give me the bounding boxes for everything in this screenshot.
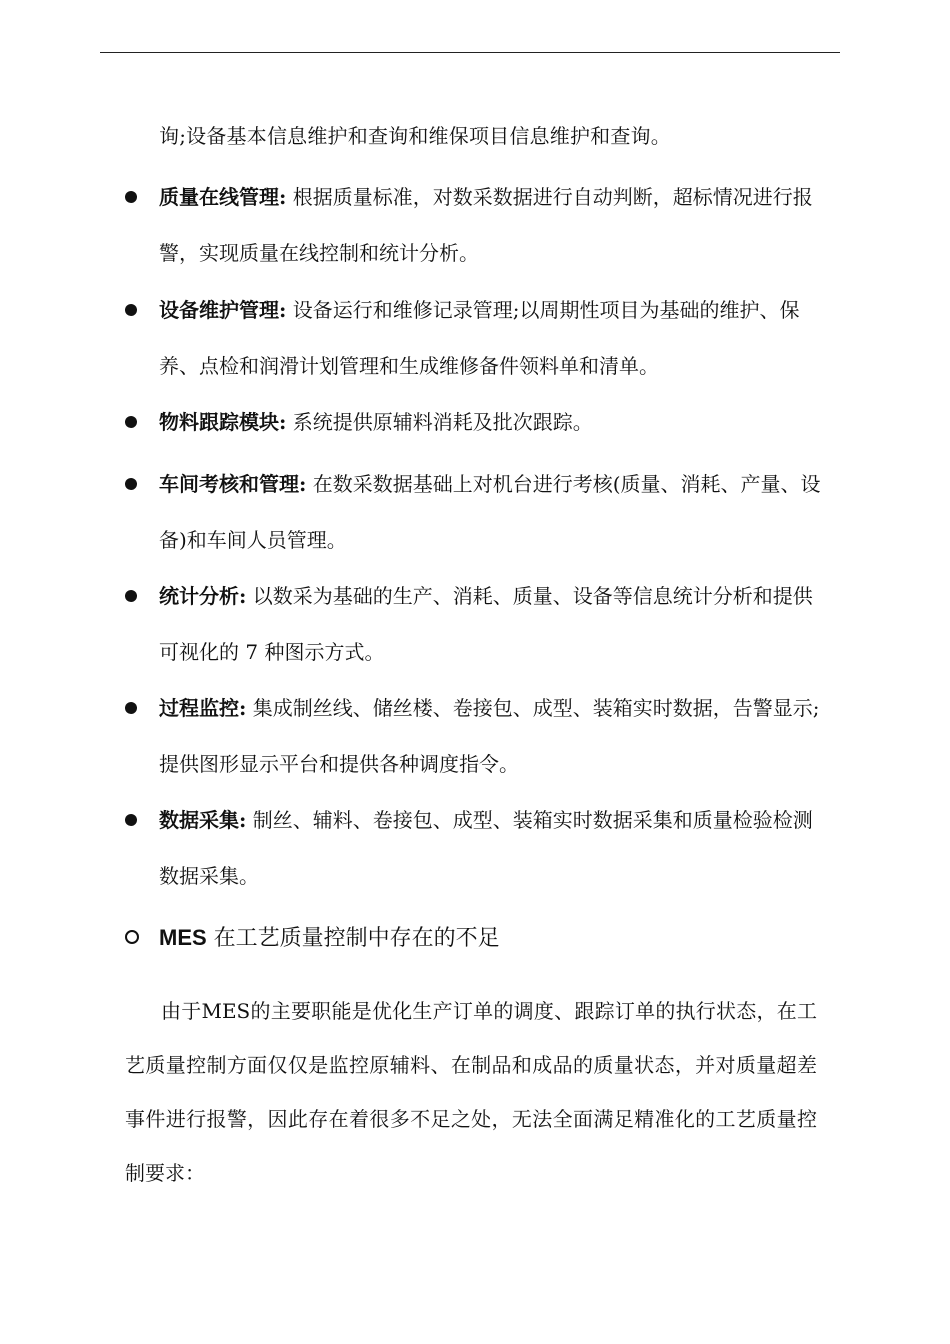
bullet-term: 过程监控 <box>159 696 239 720</box>
bullet-description: 根据质量标准，对数采数据进行自动判断，超标情况进行报警，实现质量在线控制和统计分析。 <box>159 185 813 265</box>
bullet-term-separator: : <box>239 808 247 832</box>
body-paragraph: 由于MES的主要职能是优化生产订单的调度、跟踪订单的执行状态，在工艺质量控制方面仅仅是监控原辅料、在制品和成品的质量状态，并对质量超差事件进行报警，因此存在着很多不足之处，无法全面满足精准化的工艺质量控制要求： <box>125 999 817 1185</box>
bullet-dot-icon <box>125 304 137 316</box>
bullet-description: 以数采为基础的生产、消耗、质量、设备等信息统计分析和提供可视化的 7 种图示方式。 <box>159 584 813 664</box>
bullet-description: 系统提供原辅料消耗及批次跟踪。 <box>286 410 593 434</box>
bullet-item-statistics <box>125 568 825 680</box>
section-heading <box>125 912 825 964</box>
bullet-description: 设备运行和维修记录管理;以周期性项目为基础的维护、保养、点检和润滑计划管理和生成维修备件领料单和清单。 <box>159 298 800 378</box>
bullet-term-separator: : <box>239 696 247 720</box>
heading-latin: MES <box>159 925 207 950</box>
section-heading-text <box>159 912 500 965</box>
bullet-dot-icon <box>125 191 137 203</box>
bullet-dot-icon <box>125 478 137 490</box>
bullet-text <box>159 792 825 904</box>
bullet-text <box>159 680 825 792</box>
bullet-item-material-tracking <box>125 394 825 450</box>
bullet-text <box>159 394 825 450</box>
bullet-text <box>159 282 825 394</box>
bullet-term-separator: : <box>239 584 247 608</box>
bullet-description: 在数采数据基础上对机台进行考核(质量、消耗、产量、设备)和车间人员管理。 <box>159 472 821 552</box>
bullet-item-data-collection <box>125 792 825 904</box>
bullet-dot-icon <box>125 590 137 602</box>
bullet-text <box>159 568 825 680</box>
bullet-term-separator: : <box>279 298 287 322</box>
bullet-term-separator: : <box>279 185 287 209</box>
hollow-circle-icon <box>125 930 139 944</box>
heading-chinese: 在工艺质量控制中存在的不足 <box>206 926 500 951</box>
continuation-line: 询;设备基本信息维护和查询和维保项目信息维护和查询。 <box>159 124 671 148</box>
bullet-term: 车间考核和管理 <box>159 472 299 496</box>
bullet-term-separator: : <box>279 410 287 434</box>
bullet-dot-icon <box>125 416 137 428</box>
bullet-item-equipment-maintenance <box>125 282 825 394</box>
bullet-term: 统计分析 <box>159 584 239 608</box>
bullet-dot-icon <box>125 702 137 714</box>
bullet-item-process-monitoring <box>125 680 825 792</box>
bullet-term: 数据采集 <box>159 808 239 832</box>
bullet-item-quality-online <box>125 169 825 281</box>
bullet-term: 质量在线管理 <box>159 185 279 209</box>
bullet-term-separator: : <box>299 472 307 496</box>
bullet-description: 集成制丝线、储丝楼、卷接包、成型、装箱实时数据，告警显示;提供图形显示平台和提供各种调度指令。 <box>159 696 820 776</box>
bullet-item-workshop-assessment <box>125 456 825 568</box>
bullet-text <box>159 169 825 281</box>
bullet-text <box>159 456 825 568</box>
bullet-term: 设备维护管理 <box>159 298 279 322</box>
bullet-dot-icon <box>125 814 137 826</box>
bullet-term: 物料跟踪模块 <box>159 410 279 434</box>
bullet-description: 制丝、辅料、卷接包、成型、装箱实时数据采集和质量检验检测数据采集。 <box>159 808 813 888</box>
